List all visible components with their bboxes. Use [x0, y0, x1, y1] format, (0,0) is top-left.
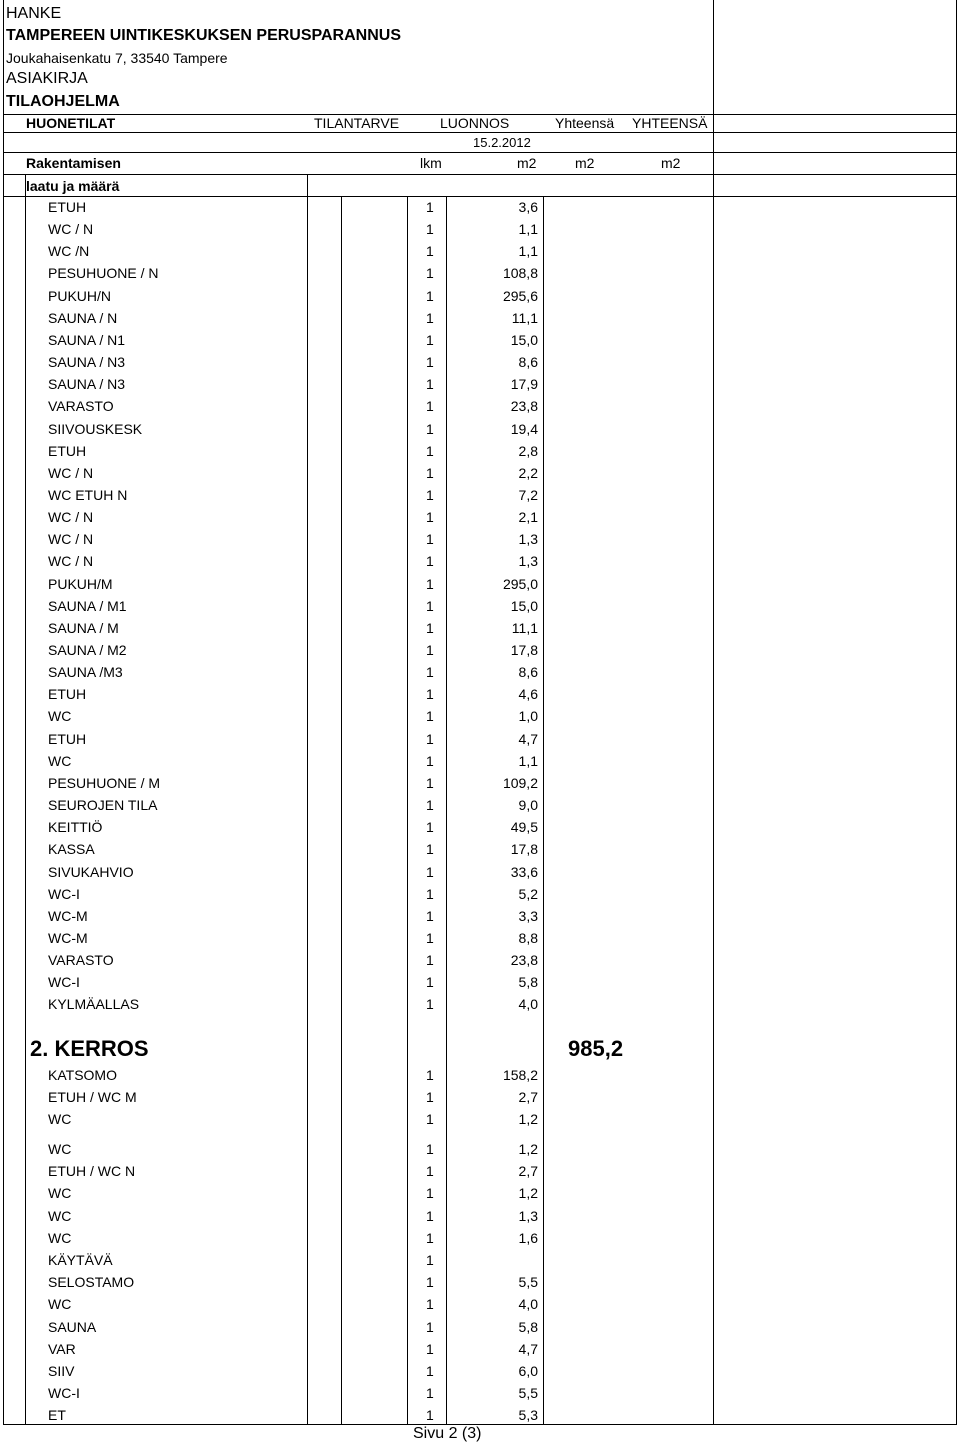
room-name: WC: [48, 1185, 72, 1202]
room-name: WC / N: [48, 221, 94, 238]
room-name: WC: [48, 1296, 72, 1313]
room-name: SIIVOUSKESK: [48, 420, 143, 437]
room-area: 4,0: [518, 996, 538, 1013]
room-area: 33,6: [510, 863, 538, 880]
room-name: WC / N: [48, 531, 94, 548]
frame-right: [956, 0, 957, 1425]
room-count: 1: [426, 354, 434, 371]
tilantarve-line: [307, 174, 308, 1425]
room-name: WC / N: [48, 464, 94, 481]
room-area: 2,7: [518, 1089, 538, 1106]
room-area: 9,0: [518, 797, 538, 814]
room-area: 2,7: [518, 1163, 538, 1180]
room-name: WC: [48, 1207, 72, 1224]
room-area: 5,5: [518, 1274, 538, 1291]
room-area: 4,7: [518, 1340, 538, 1357]
section-2-title: 2. KERROS: [30, 1036, 149, 1061]
room-count: 1: [426, 331, 434, 348]
room-count: 1: [426, 486, 434, 503]
room-name: WC-M: [48, 929, 88, 946]
room-count: 1: [426, 1185, 434, 1202]
room-area: 2,1: [518, 509, 538, 526]
room-count: 1: [426, 398, 434, 415]
room-name: ETUH: [48, 442, 87, 459]
room-area: 19,4: [510, 420, 538, 437]
room-name: SEUROJEN TILA: [48, 797, 158, 814]
page-number: Sivu 2 (3): [413, 1425, 482, 1442]
room-count: 1: [426, 1363, 434, 1379]
room-count: 1: [426, 531, 434, 548]
header-bottom-rule: [3, 196, 957, 197]
room-count: 1: [426, 442, 434, 459]
room-count: 1: [426, 841, 434, 858]
room-name: SAUNA / M2: [48, 642, 127, 658]
room-name: SELOSTAMO: [48, 1274, 135, 1291]
room-area: 5,8: [518, 974, 538, 991]
room-area: 158,2: [502, 1067, 538, 1083]
col-m2-yhteensa: m2: [575, 155, 595, 171]
room-count: 1: [426, 243, 434, 260]
room-count: 1: [426, 1252, 434, 1268]
room-name: WC / N: [48, 509, 94, 526]
room-area: 11,1: [511, 619, 538, 636]
room-count: 1: [426, 553, 434, 570]
room-name: SAUNA: [48, 1318, 97, 1335]
room-name: SIIV: [48, 1363, 75, 1379]
room-area: 295,0: [502, 575, 538, 592]
room-count: 1: [426, 863, 434, 880]
room-area: 4,6: [518, 686, 538, 703]
room-count: 1: [426, 221, 434, 238]
room-count: 1: [426, 664, 434, 681]
room-count: 1: [426, 929, 434, 946]
room-name: SIVUKAHVIO: [48, 863, 134, 880]
lkm-left-line: [407, 196, 408, 1425]
col-laatu: laatu ja määrä: [26, 178, 120, 194]
room-name: WC-M: [48, 907, 88, 924]
room-name: PESUHUONE / M: [48, 774, 161, 791]
room-area: 1,1: [518, 221, 538, 238]
room-count: 1: [426, 1340, 434, 1357]
room-name: PUKUH/M: [48, 575, 113, 592]
room-name: PESUHUONE / N: [48, 265, 159, 282]
room-area: 1,2: [518, 1111, 538, 1128]
room-area: 4,7: [518, 730, 538, 747]
room-name: KASSA: [48, 841, 95, 858]
room-area: 23,8: [510, 398, 538, 415]
room-area: 1,6: [518, 1229, 538, 1246]
room-area: 15,0: [510, 331, 538, 348]
room-name: VARASTO: [48, 952, 114, 969]
room-name: SAUNA / M: [48, 619, 119, 636]
col-huonetilat: HUONETILAT: [26, 115, 116, 131]
room-name: KATSOMO: [48, 1067, 117, 1083]
room-area: 1,2: [518, 1141, 538, 1157]
room-name: VARASTO: [48, 398, 114, 415]
frame-inner-right: [713, 0, 714, 1425]
room-area: 23,8: [510, 952, 538, 969]
room-count: 1: [426, 708, 434, 725]
room-count: 1: [426, 1274, 434, 1291]
luonnos-date: 15.2.2012: [473, 135, 531, 150]
room-name: WC ETUH N: [48, 486, 128, 503]
room-count: 1: [426, 642, 434, 658]
room-count: 1: [426, 265, 434, 282]
room-count: 1: [426, 1089, 434, 1106]
room-count: 1: [426, 420, 434, 437]
m2-right-line: [543, 196, 544, 1425]
room-name: ETUH / WC M: [48, 1089, 137, 1106]
room-name: WC: [48, 1141, 72, 1157]
room-area: 8,8: [518, 929, 538, 946]
room-count: 1: [426, 819, 434, 836]
room-count: 1: [426, 287, 434, 304]
room-area: 8,6: [518, 354, 538, 371]
room-count: 1: [426, 1385, 434, 1402]
col-lkm: lkm: [420, 155, 442, 171]
room-count: 1: [426, 686, 434, 703]
room-name: SAUNA / N: [48, 309, 118, 326]
indent-line: [25, 174, 26, 1425]
room-count: 1: [426, 575, 434, 592]
room-area: 17,8: [510, 841, 538, 858]
room-count: 1: [426, 619, 434, 636]
inner-line: [341, 196, 342, 1425]
room-area: 17,9: [510, 376, 538, 393]
room-name: WC-I: [48, 885, 80, 902]
room-count: 1: [426, 199, 434, 215]
room-name: WC /N: [48, 243, 90, 260]
room-name: SAUNA / M1: [48, 597, 127, 614]
frame-left: [3, 0, 4, 1425]
room-name: PUKUH/N: [48, 287, 112, 304]
room-count: 1: [426, 907, 434, 924]
room-area: 11,1: [511, 309, 538, 326]
room-area: 295,6: [502, 287, 538, 304]
room-count: 1: [426, 376, 434, 393]
room-area: 1,2: [518, 1185, 538, 1202]
project-address: Joukahaisenkatu 7, 33540 Tampere: [6, 50, 228, 66]
room-area: 4,0: [518, 1296, 538, 1313]
room-area: 108,8: [502, 265, 538, 282]
room-name: WC: [48, 1229, 72, 1246]
room-area: 7,2: [518, 486, 538, 503]
room-name: ETUH: [48, 199, 87, 215]
room-count: 1: [426, 509, 434, 526]
room-name: SAUNA / N1: [48, 331, 126, 348]
room-area: 6,0: [518, 1363, 538, 1379]
room-name: ETUH: [48, 686, 87, 703]
header-rule-3: [3, 152, 957, 153]
room-name: KYLMÄALLAS: [48, 996, 140, 1013]
room-area: 3,3: [518, 907, 538, 924]
room-count: 1: [426, 1207, 434, 1224]
room-area: 5,2: [518, 885, 538, 902]
room-area: 2,8: [518, 442, 538, 459]
room-name: ET: [48, 1407, 66, 1424]
room-count: 1: [426, 1067, 434, 1083]
col-tilantarve: TILANTARVE: [314, 115, 400, 131]
room-name: SAUNA / N3: [48, 376, 126, 393]
room-count: 1: [426, 1407, 434, 1424]
room-area: 17,8: [510, 642, 538, 658]
room-name: WC / N: [48, 553, 94, 570]
room-name: WC: [48, 1111, 72, 1128]
room-area: 5,3: [518, 1407, 538, 1424]
room-name: WC: [48, 752, 72, 769]
header-rule-4: [3, 174, 957, 175]
col-m2-luonnos: m2: [517, 155, 537, 171]
room-name: KÄYTÄVÄ: [48, 1252, 113, 1268]
room-count: 1: [426, 597, 434, 614]
col-rakentamisen: Rakentamisen: [26, 155, 121, 171]
col-yhteensa: Yhteensä: [555, 115, 615, 131]
room-count: 1: [426, 774, 434, 791]
header-rule-2: [3, 132, 957, 133]
col-m2-yhteensa-caps: m2: [661, 155, 681, 171]
room-count: 1: [426, 885, 434, 902]
room-name: WC-I: [48, 974, 80, 991]
room-area: 2,2: [518, 464, 538, 481]
room-name: SAUNA / N3: [48, 354, 126, 371]
room-count: 1: [426, 464, 434, 481]
room-count: 1: [426, 1163, 434, 1180]
room-count: 1: [426, 1141, 434, 1157]
room-area: 1,1: [518, 752, 538, 769]
section-2-total: 985,2: [568, 1036, 624, 1061]
col-luonnos: LUONNOS: [440, 115, 510, 131]
room-area: 1,3: [518, 1207, 538, 1224]
hanke-label: HANKE: [6, 5, 62, 22]
room-area: 3,6: [518, 199, 538, 215]
room-count: 1: [426, 730, 434, 747]
room-area: 1,3: [518, 531, 538, 548]
room-count: 1: [426, 797, 434, 814]
document-name: TILAOHJELMA: [6, 93, 120, 110]
room-area: 49,5: [510, 819, 538, 836]
room-name: WC: [48, 708, 72, 725]
room-name: VAR: [48, 1340, 76, 1357]
room-count: 1: [426, 309, 434, 326]
room-count: 1: [426, 1318, 434, 1335]
room-area: 1,3: [518, 553, 538, 570]
room-count: 1: [426, 1111, 434, 1128]
room-count: 1: [426, 974, 434, 991]
room-count: 1: [426, 752, 434, 769]
room-name: KEITTIÖ: [48, 819, 103, 836]
room-count: 1: [426, 1296, 434, 1313]
room-area: 15,0: [510, 597, 538, 614]
room-area: 5,5: [518, 1385, 538, 1402]
lkm-right-line: [446, 196, 447, 1425]
room-name: SAUNA /M3: [48, 664, 123, 681]
project-name: TAMPEREEN UINTIKESKUKSEN PERUSPARANNUS: [6, 27, 401, 44]
col-yhteensa-caps: YHTEENSÄ: [632, 115, 708, 131]
room-name: WC-I: [48, 1385, 80, 1402]
room-count: 1: [426, 1229, 434, 1246]
room-area: 5,8: [518, 1318, 538, 1335]
room-name: ETUH / WC N: [48, 1163, 136, 1180]
room-count: 1: [426, 996, 434, 1013]
room-name: ETUH: [48, 730, 87, 747]
room-count: 1: [426, 952, 434, 969]
document-label: ASIAKIRJA: [6, 70, 88, 87]
room-area: 109,2: [502, 774, 538, 791]
room-area: 1,0: [518, 708, 538, 725]
room-area: 8,6: [518, 664, 538, 681]
room-area: 1,1: [518, 243, 538, 260]
